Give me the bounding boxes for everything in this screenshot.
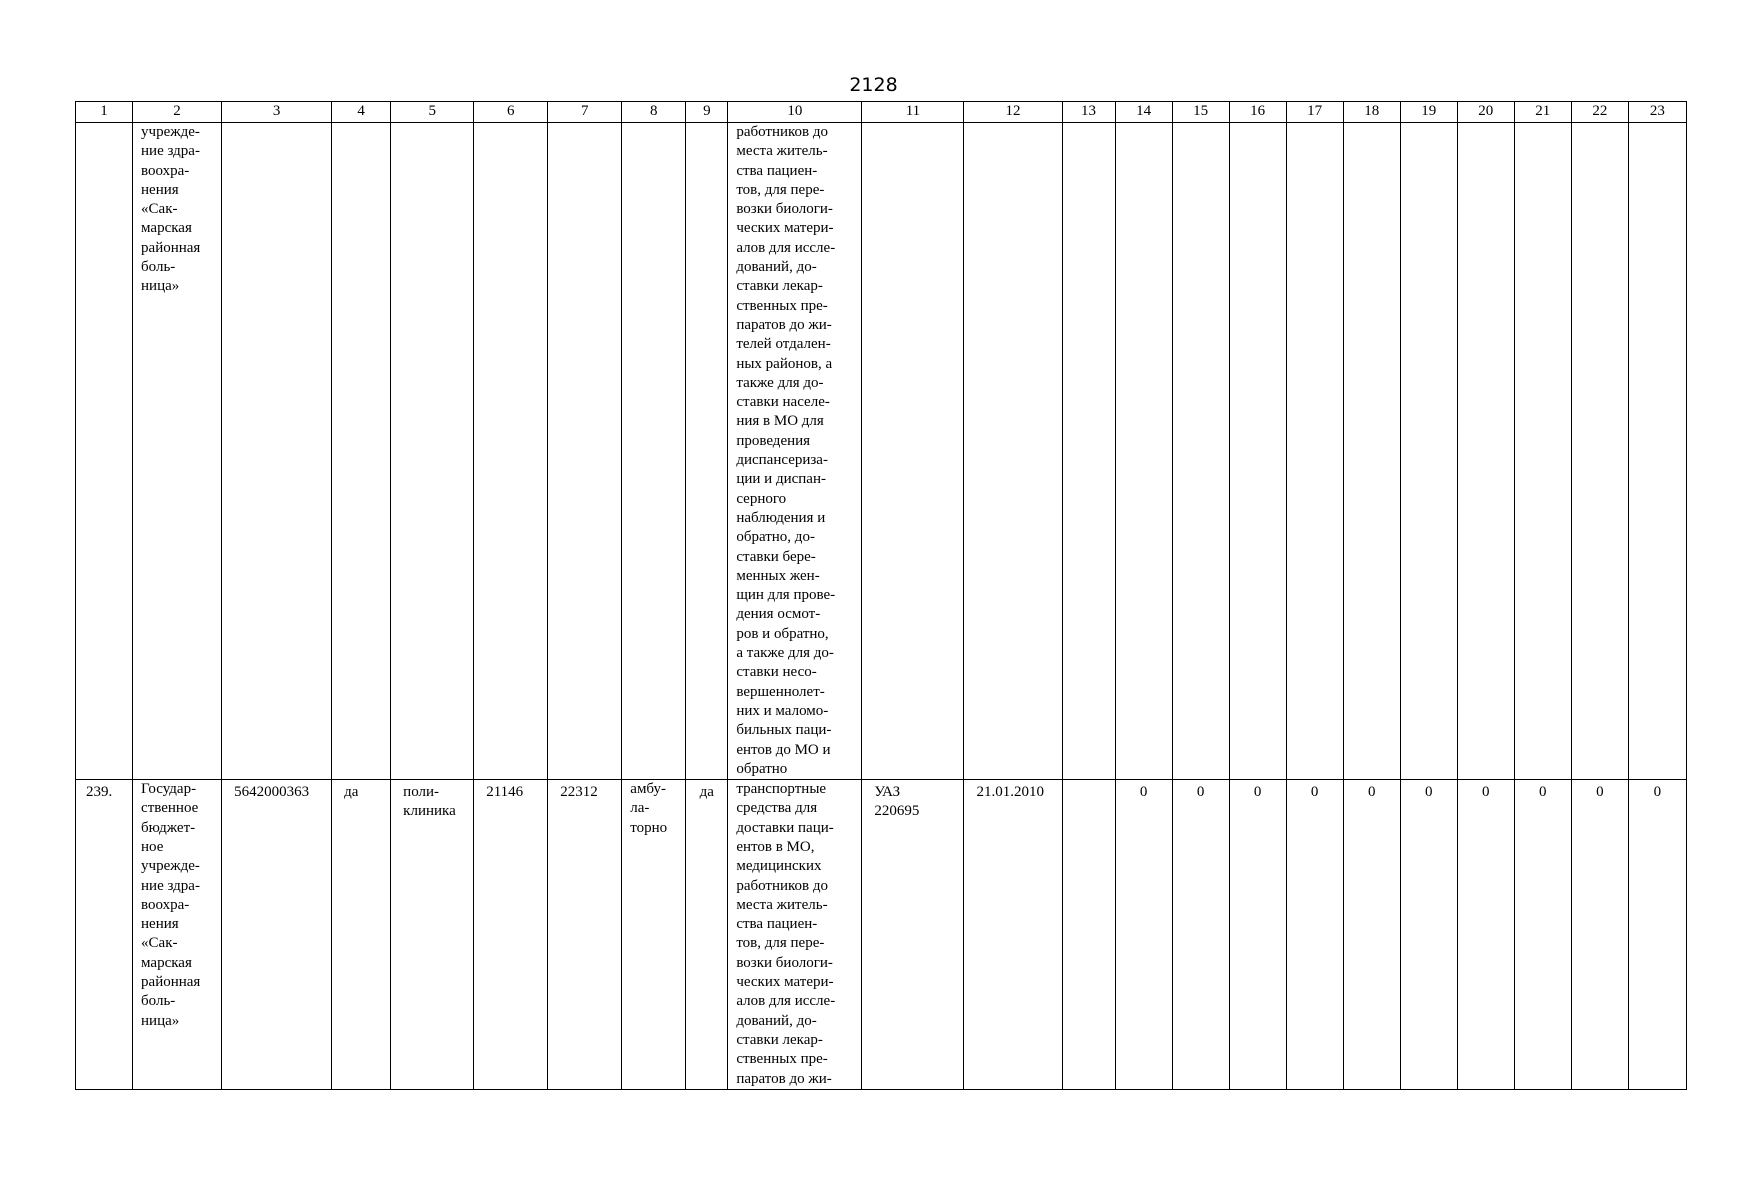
cell-text: 0	[1139, 784, 1148, 801]
table-cell	[1115, 123, 1172, 780]
cell-text: транспортные средства для доставки паци- ентов в МО, медицинских работников до места житель- ства пациен- тов, для пере- возки биологи- ческих матери- алов для иссле- дований, до- ставки лекар- ственных пре- паратов до жи-	[736, 781, 836, 1087]
table-cell	[133, 123, 222, 780]
table-cell	[548, 780, 622, 1090]
cell-text	[1401, 123, 1457, 126]
cell-text	[391, 123, 473, 126]
table-cell	[964, 123, 1062, 780]
cell-text: УАЗ 220695	[874, 784, 920, 820]
table-cell	[474, 123, 548, 780]
column-header: 15	[1172, 102, 1229, 123]
table-cell	[964, 780, 1062, 1090]
table-cell	[1400, 780, 1457, 1090]
cell-text	[1572, 123, 1628, 126]
table-cell	[862, 780, 964, 1090]
table-cell	[1343, 123, 1400, 780]
table-cell	[862, 123, 964, 780]
cell-text	[76, 123, 132, 126]
column-header: 16	[1229, 102, 1286, 123]
table-cell	[1400, 123, 1457, 780]
cell-text	[1063, 780, 1115, 783]
table-cell	[1286, 123, 1343, 780]
cell-text	[222, 123, 331, 126]
table-cell	[1571, 780, 1628, 1090]
table-cell	[622, 780, 686, 1090]
table-cell	[391, 123, 474, 780]
column-header: 11	[862, 102, 964, 123]
cell-text: 0	[1539, 784, 1547, 801]
table-cell	[1229, 780, 1286, 1090]
cell-text	[1116, 123, 1172, 126]
cell-text: да	[699, 784, 714, 801]
cell-text: 0	[1310, 784, 1319, 801]
column-header: 17	[1286, 102, 1343, 123]
cell-text: 0	[1653, 784, 1662, 801]
table-cell	[222, 123, 332, 780]
column-header: 3	[222, 102, 332, 123]
table-cell	[728, 780, 862, 1090]
cell-text	[862, 123, 963, 126]
column-header: 5	[391, 102, 474, 123]
table-cell	[1286, 780, 1343, 1090]
cell-text: 0	[1253, 784, 1262, 801]
table-cell	[1062, 780, 1115, 1090]
cell-text: поли- клиника	[403, 784, 456, 820]
table-cell	[391, 780, 474, 1090]
column-header: 20	[1457, 102, 1514, 123]
table-cell	[133, 780, 222, 1090]
table-cell	[1514, 780, 1571, 1090]
table-cell	[76, 780, 133, 1090]
cell-text	[1629, 123, 1686, 126]
cell-text: 239.	[86, 784, 113, 801]
cell-text: да	[344, 784, 359, 801]
column-header: 8	[622, 102, 686, 123]
cell-text	[1344, 123, 1400, 126]
cell-text	[1287, 123, 1343, 126]
page-number: 2128	[849, 74, 898, 96]
table-cell	[548, 123, 622, 780]
cell-text	[1230, 123, 1286, 126]
cell-text: 0	[1367, 784, 1376, 801]
cell-text	[332, 123, 390, 126]
column-header: 13	[1062, 102, 1115, 123]
cell-text	[686, 123, 727, 126]
column-header: 21	[1514, 102, 1571, 123]
cell-text	[1515, 123, 1571, 126]
cell-text	[474, 123, 547, 126]
cell-text: 21146	[486, 784, 524, 801]
table-cell	[1229, 123, 1286, 780]
cell-text: учрежде- ние здра- воохра- нения «Сак- марская районная боль- ница»	[141, 124, 201, 295]
cell-text: 0	[1596, 784, 1604, 801]
table-cell	[686, 123, 728, 780]
table-cell	[332, 780, 391, 1090]
table-row	[76, 123, 1687, 780]
cell-text	[1063, 123, 1115, 126]
column-header: 4	[332, 102, 391, 123]
column-header: 6	[474, 102, 548, 123]
cell-text: 0	[1482, 784, 1490, 801]
cell-text: амбу- ла- торно	[630, 781, 668, 836]
table-cell	[1172, 780, 1229, 1090]
table-cell	[1457, 780, 1514, 1090]
table-cell	[1514, 123, 1571, 780]
column-header: 22	[1571, 102, 1628, 123]
table-cell	[622, 123, 686, 780]
column-header: 7	[548, 102, 622, 123]
table-cell	[1343, 780, 1400, 1090]
column-header: 2	[133, 102, 222, 123]
column-header: 14	[1115, 102, 1172, 123]
table-cell	[1628, 123, 1686, 780]
column-header: 9	[686, 102, 728, 123]
cell-text	[548, 123, 621, 126]
table-cell	[1115, 780, 1172, 1090]
cell-text	[1458, 123, 1514, 126]
column-header: 10	[728, 102, 862, 123]
column-header: 18	[1343, 102, 1400, 123]
table-cell	[332, 123, 391, 780]
cell-text: 0	[1196, 784, 1205, 801]
column-header: 1	[76, 102, 133, 123]
table-cell	[1628, 780, 1686, 1090]
column-header: 23	[1628, 102, 1686, 123]
cell-text: 5642000363	[234, 784, 310, 801]
table-cell	[1172, 123, 1229, 780]
column-header: 12	[964, 102, 1062, 123]
cell-text: Государ- ственное бюджет- ное учрежде- ние здра- воохра- нения «Сак- марская районная боль- ница»	[141, 781, 201, 1029]
cell-text: 0	[1424, 784, 1433, 801]
table-cell	[1457, 123, 1514, 780]
table-cell	[474, 780, 548, 1090]
table-cell	[1571, 123, 1628, 780]
data-table	[75, 101, 1687, 1090]
table-cell	[76, 123, 133, 780]
table-row	[76, 780, 1687, 1090]
table-cell	[686, 780, 728, 1090]
cell-text: работников до места житель- ства пациен- тов, для пере- возки биологи- ческих матери- алов для иссле- дований, до- ставки лекар- ственных пре- паратов до жи- телей отдален- ных районов, а также для до- ставки населе- ния в МО для проведения диспансериза- ции и диспан- серного наблюдения и обратно, до- ставки бере- менных жен- щин для прове- дения осмот- ров и обратно, а также для до- ставки несо- вершеннолет- них и маломо- бильных паци- ентов до МО и обратно	[736, 124, 836, 777]
table-cell	[1062, 123, 1115, 780]
header-row	[76, 102, 1687, 123]
table-cell	[728, 123, 862, 780]
cell-text	[1173, 123, 1229, 126]
column-header: 19	[1400, 102, 1457, 123]
cell-text	[964, 123, 1061, 126]
cell-text: 22312	[560, 784, 598, 801]
table-cell	[222, 780, 332, 1090]
cell-text: 21.01.2010	[976, 784, 1044, 801]
